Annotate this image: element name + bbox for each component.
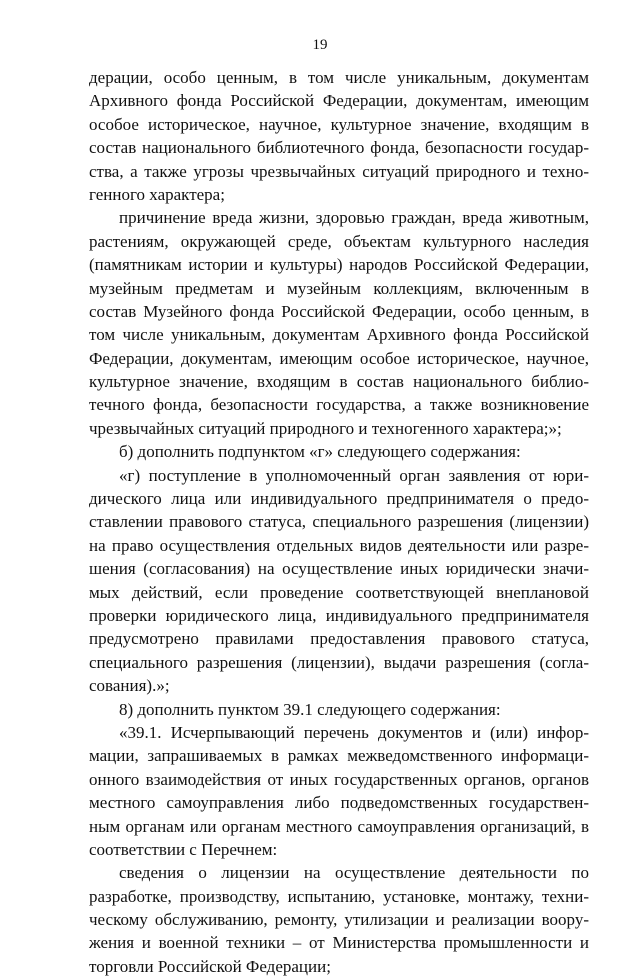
text-line: шения (согласования) на осуществление иных юридически значи- xyxy=(89,559,589,579)
text-line: сведения о лицензии на осуществление деятельности по xyxy=(119,863,589,883)
text-line: «39.1. Исчерпывающий перечень документов и (или) инфор- xyxy=(119,722,589,742)
text-line: жения и военной техники – от Министерства промышленности и xyxy=(89,933,589,953)
text-line: проверки юридического лица, индивидуального предпринимателя xyxy=(89,605,589,625)
text-line: ным органам или органам местного самоуправления организаций, в xyxy=(89,816,589,836)
text-line: онного взаимодействия от иных государственных органов, органов xyxy=(89,769,589,789)
text-line: ставлении правового статуса, специального разрешения (лицензии) xyxy=(89,512,589,532)
text-line: Архивного фонда Российской Федерации, документам, имеющим xyxy=(89,91,589,111)
text-line: чрезвычайных ситуаций природного и техногенного характера;»; xyxy=(89,418,562,438)
text-line: состав Музейного фонда Российской Федерации, особо ценным, в xyxy=(89,301,589,321)
text-line: разработке, производству, испытанию, установке, монтажу, техни- xyxy=(89,886,589,906)
text-line: мых действий, если проведение соответствующей внеплановой xyxy=(89,582,589,602)
text-line: мации, запрашиваемых в рамках межведомственного информаци- xyxy=(89,746,589,766)
text-line: б) дополнить подпунктом «г» следующего содержания: xyxy=(119,442,521,462)
text-line: причинение вреда жизни, здоровью граждан, вреда животным, xyxy=(119,208,589,228)
text-line: (памятникам истории и культуры) народов Российской Федерации, xyxy=(89,255,589,275)
document-body xyxy=(89,66,589,978)
text-line: «г) поступление в уполномоченный орган заявления от юри- xyxy=(119,465,589,485)
text-line: предусмотрено правилами предоставления правового статуса, xyxy=(89,629,589,649)
page-number: 19 xyxy=(312,37,328,53)
text-line: состав национального библиотечного фонда, безопасности государ- xyxy=(89,138,589,158)
text-line: течного фонда, безопасности государства, а также возникновение xyxy=(89,395,589,415)
text-line: торговли Российской Федерации; xyxy=(89,956,331,976)
text-line: Федерации, документам, имеющим особое историческое, научное, xyxy=(89,348,589,368)
text-line: растениям, окружающей среде, объектам культурного наследия xyxy=(89,231,589,251)
text-line: ческому обслуживанию, ремонту, утилизации и реализации воору- xyxy=(89,910,589,930)
text-line: музейным предметам и музейным коллекциям, включенным в xyxy=(89,278,589,298)
text-line: сования).»; xyxy=(89,676,170,696)
text-line: генного характера; xyxy=(89,184,225,204)
text-line: местного самоуправления либо подведомственных государствен- xyxy=(89,793,589,813)
text-line: на право осуществления отдельных видов деятельности или разре- xyxy=(89,535,589,555)
text-line: дерации, особо ценным, в том числе уникальным, документам xyxy=(89,68,589,87)
text-line: соответствии с Перечнем: xyxy=(89,839,278,859)
text-line: специального разрешения (лицензии), выдачи разрешения (согла- xyxy=(89,652,589,672)
text-line: культурное значение, входящим в состав национального библио- xyxy=(89,372,589,392)
text-line: особое историческое, научное, культурное значение, входящим в xyxy=(89,114,589,134)
text-line: ства, а также угрозы чрезвычайных ситуаций природного и техно- xyxy=(89,161,589,181)
text-line: 8) дополнить пунктом 39.1 следующего содержания: xyxy=(119,699,501,719)
text-line: том числе уникальным, документам Архивного фонда Российской xyxy=(89,325,589,345)
text-line: дического лица или индивидуального предпринимателя о предо- xyxy=(89,489,589,509)
